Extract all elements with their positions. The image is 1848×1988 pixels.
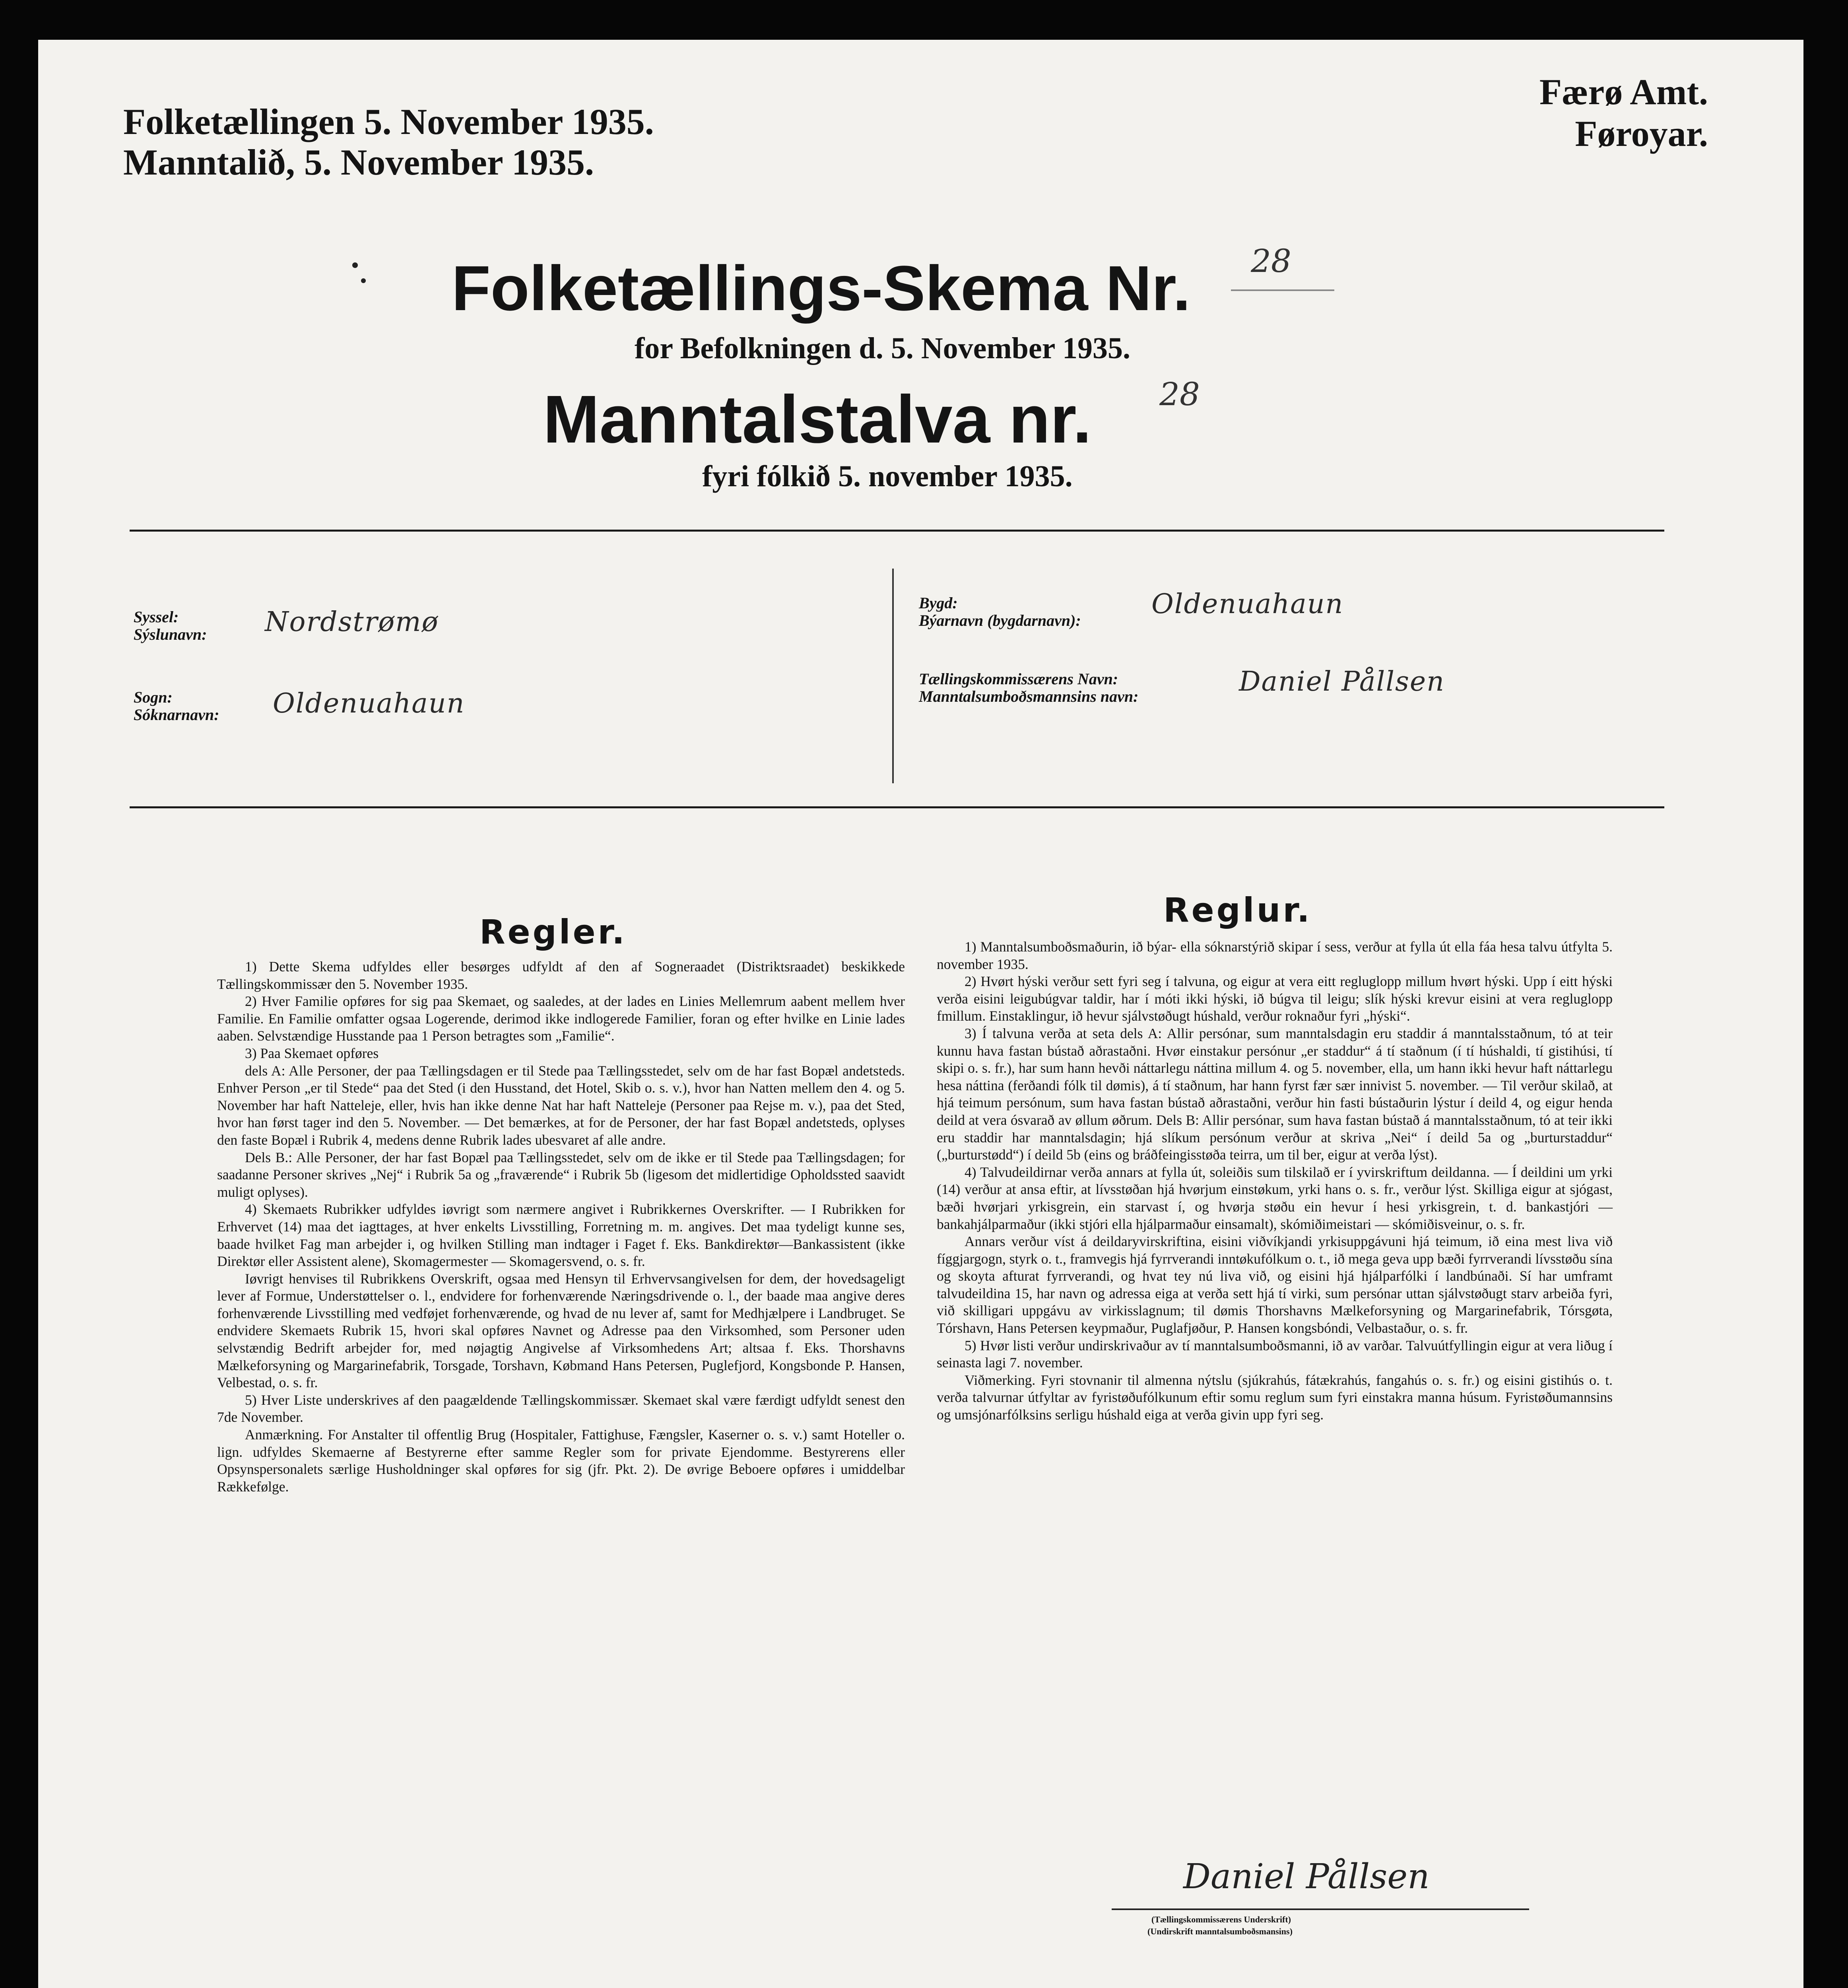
regler-column: [217, 958, 905, 1495]
regler-heading: Regler.: [479, 912, 627, 951]
signature-caption-faroese: (Undirskrift manntalsumboðsmansins): [1147, 1926, 1293, 1936]
regler-paragraph: Dels B.: Alle Personer, der har fast Bopæl paa Tællingsstedet, selv om de ikke er til Stede paa Tællingsdagen; for saadanne Personer skrives „Nej“ i Rubrik 5a og „fraværende“ i Rubrik 5b (ligesom det midlertidige Opholdssted saavidt muligt oplyses).: [217, 1149, 905, 1200]
signature-handwritten: Daniel Pållsen: [1183, 1857, 1430, 1897]
regler-paragraph: dels A: Alle Personer, der paa Tællingsdagen er til Stede paa Tællingsstedet, selv om de har fast Bopæl andetsteds. Enhver Person „er til Stede“ paa det Sted (i den Husstand, det Hotel, Skib o. s. v.), hvor han Natten mellem den 4. og 5. November har haft Natteleje, eller, hvis han ikke denne Nat har haft Natteleje (Personer paa Rejse m. v.), paa det Sted, hvor han først tager ind den 5. November. — Det bemærkes, at for de Personer, der har fast Bopæl andetsteds, oplyses den faste Bopæl i Rubrik 4, medens denne Rubrik lades ubesvaret af alle andre.: [217, 1062, 905, 1148]
ink-dot: [361, 278, 366, 283]
reglur-paragraph: Viðmerking. Fyri stovnanir til almenna nýtslu (sjúkrahús, fátækrahús, fangahús o. s. fr.) og eisini gistihús o. t. verða talvurnar útfyltar av fyristøðufólkunum eftir somu reglum sum fyri einstakra manna húsum. Fyristøðumannsins og umsjónarfólksins serligu húshald eiga at verða givin upp fyri seg.: [937, 1372, 1613, 1423]
number-underline: [1231, 289, 1334, 291]
reglur-paragraph: 3) Í talvuna verða at seta dels A: Allir persónar, sum manntalsdagin eru staddir á manntalsstaðnum, tó at teir kunnu hava fastan bústað aðrastaðni. Hvør einstakur persónur „er staddur“ á tí staðnum (í tí húshaldi, tí gistihúsi, tí skipi o. s. fr.), har sum hann hevði náttarlegu náttina millum 4. og 5. november, ella, um hann ikki hevur haft náttarlegu hesa náttina (ferðandi fólk til dømis), á tí staðnum, har hann fyrst fær sær innivist 5. november. — Til verður skilað, at hjá teimum persónum, sum hava fastan bústað aðrastaðni, verður hin fasti bústaðurin lýstur í deild 4, og eigur henda deild at vera ósvarað av øllum øðrum. Dels B: Allir persónar, sum hava fastan bústað á manntalsstaðnum, tó at teir ikki eru staddir har manntalsdagin; hjá slíkum persónum verður at skriva „Nei“ í deild 5a og „burturstaddur“ („burturstødd“) í deild 5b (eins og bráðfeingisstøða teirra, um til ber, eigur at verða lýst).: [937, 1025, 1613, 1163]
label-kommissaer: Tællingskommissærens Navn:: [919, 670, 1118, 688]
bygd-value: Oldenuahaun: [1151, 588, 1344, 620]
schema-title: Folketællings-Skema Nr.: [452, 252, 1191, 324]
signature-line: [1112, 1908, 1529, 1910]
regler-paragraph: 5) Hver Liste underskrives af den paagældende Tællingskommissær. Skemaet skal være færdigt udfyldt senest den 7de November.: [217, 1392, 905, 1425]
label-byarnavn: Býarnavn (bygdarnavn):: [919, 612, 1081, 629]
regler-paragraph: 3) Paa Skemaet opføres: [245, 1045, 379, 1061]
fields-bottom-rule: [130, 806, 1664, 808]
county-danish: Færø Amt.: [1539, 72, 1708, 112]
label-bygd: Bygd:: [919, 594, 958, 612]
top-rule: [130, 530, 1664, 532]
regler-paragraph: Iøvrigt henvises til Rubrikkens Overskrift, ogsaa med Hensyn til Erhvervsangivelsen for dem, der hovedsageligt lever af Formue, Understøttelser o. l., endvidere for forhenværende Næringsdrivende o. l., der baade maa angive deres forhenværende Livsstilling med vedføjet forhenværende, og hvad de nu lever af, samt for Medhjælpere i Landbruget. Se endvidere Skemaets Rubrik 15, hvori skal opføres Navnet og Adresse paa den Virksomhed, som Personer uden selvstændig Bedrift arbejder for, med nøjagtig Angivelse af Virksomhedens Art; altsaa f. Eks. Thorshavns Mælkeforsyning og Margarinefabrik, Torsgade, Torshavn, Købmand Hans Petersen, Puglefjord, Kongsbonde P. Hansen, Velbestad, o. s. fr.: [217, 1270, 905, 1391]
label-manntalsumbodsmann: Manntalsumboðsmannsins navn:: [919, 687, 1139, 705]
reglur-paragraph: 1) Manntalsumboðsmaðurin, ið býar- ella sóknarstýrið skipar í sess, verður at fylla út ella fáa hesa talvu útfylta 5. november 1935.: [937, 939, 1613, 972]
county-faroese: Føroyar.: [1575, 113, 1708, 154]
reglur-paragraph: 4) Talvudeildirnar verða annars at fylla út, soleiðis sum tilskilað er í yvirskriftum deildanna. — Í deildini um yrki (14) verður at ansa eftir, at lívsstøðan hjá hvørjum einstøkum, yrki hans o. s. fr., verður lýst. Skilliga eigur at sjógast, bæði hvørjari yrkisgrein, ein starvast í, og hvørja støðu ein hevur í hesi yrkisgrein, t. d. bankastjóri — bankahjálparmaður (ikki stjóri ella hjálparmaður einsamalt), skómiðimeistari — skómiðisveinur, o. s. fr.: [937, 1164, 1613, 1232]
reglur-heading: Reglur.: [1163, 891, 1312, 930]
sogn-value: Oldenuahaun: [273, 688, 465, 719]
label-sogn: Sogn:: [134, 688, 173, 706]
census-title-faroese: Manntalið, 5. November 1935.: [123, 142, 594, 182]
kommissaer-value: Daniel Pållsen: [1239, 666, 1445, 697]
census-title-danish: Folketællingen 5. November 1935.: [123, 101, 654, 142]
regler-paragraph: 4) Skemaets Rubrikker udfyldes iøvrigt som nærmere angivet i Rubrikkernes Overskrifter. — I Rubrikken for Erhvervet (14) maa det iagttages, at hver enkelts Livsstilling, Forretning m. m. angives. Det maa tydeligt kunne ses, baade hvilket Fag man arbejder i, og hvilken Stilling man indtager i Faget f. Eks. Bankdirektør—Bankassistent (ikke Direktør eller Assistent alene), Skomagermester — Skomagersvend, o. s. fr.: [217, 1201, 905, 1270]
syssel-value: Nordstrømø: [265, 606, 439, 638]
label-syslunavn: Sýslunavn:: [134, 625, 207, 643]
ink-dot: [352, 262, 358, 268]
reglur-paragraph: Annars verður víst á deildaryvirskriftina, eisini viðvíkjandi yrkisuppgávuni hjá teimum, ið eina mest liva við fíggjargogn, styrk o. t., framvegis hjá fyrrverandi inntøkufólkum o. t., ið mega geva upp bæði fyrrverandi lívsstøðu sína og skoyta afturat fyrrverandi, og hvat tey nú liva við, og eisini hjá hjálparfólki í landbúnaði. Sí har umframt talvudeildina 15, har navn og adressa eiga at verða sett hjá tí virki, sum persónar uttan sjálvstøðugt starv arbeiða fyri, við skilligari uppgávu av virkisslagnum; til dømis Thorshavns Mælkeforsyning og Margarinefabrik, Tórsgøta, Tórshavn, Hans Petersen keypmaður, Puglafjøður, P. Hansen kongsbóndi, Velbastaður, o. s. fr.: [937, 1233, 1613, 1336]
label-syssel: Syssel:: [134, 608, 179, 626]
label-soknarnavn: Sóknarnavn:: [134, 706, 219, 724]
reglur-paragraph: 2) Hvørt hýski verður sett fyri seg í talvuna, og eigur at vera eitt regluglopp millum hvørt hýski. Upp í eitt hýski verða eisini leigubúgvar taldir, har í móti ikki hýski, ið búgva til leigu; slík hýski krevur eisini at vera regluglopp fmillum. Einstaklingur, ið hevur sjálvstøðugt húshald, verður roknaður fyri „hýski“.: [937, 973, 1613, 1024]
manntal-subtitle: fyri fólkið 5. november 1935.: [702, 460, 1073, 493]
schema-number-handwritten: 28: [1251, 243, 1291, 280]
regler-paragraph: 1) Dette Skema udfyldes eller besørges udfyldt af den af Sogneraadet (Distriktsraadet) beskikkede Tællingskommissær den 5. November 1935.: [217, 959, 905, 992]
census-form-page: [38, 40, 1803, 1988]
regler-paragraph: 2) Hver Familie opføres for sig paa Skemaet, og saaledes, at der lades en Linies Mellemrum aabent mellem hver Familie. En Familie omfatter ogsaa Logerende, derimod ikke indlogerede Familier, foran og efter hvilke en Linie lades aaben. Selvstændige Husstande paa 1 Person betragtes som „Familie“.: [217, 993, 905, 1044]
manntal-number-handwritten: 28: [1159, 376, 1200, 413]
regler-paragraph: Anmærkning. For Anstalter til offentlig Brug (Hospitaler, Fattighuse, Fængsler, Kaserner o. s. v.) samt Hoteller o. lign. udfyldes Skemaerne af Bestyrerne efter samme Regler som for private Ejendomme. Bestyrerens eller Opsynspersonalets særlige Husholdninger skal opføres for sig (jfr. Pkt. 2). De øvrige Beboere opføres i umiddelbar Rækkefølge.: [217, 1427, 905, 1495]
field-divider: [892, 569, 894, 783]
schema-subtitle: for Befolkningen d. 5. November 1935.: [635, 332, 1130, 365]
manntal-title: Manntalstalva nr.: [543, 382, 1092, 457]
signature-caption-danish: (Tællingskommissærens Underskrift): [1151, 1914, 1291, 1924]
reglur-paragraph: 5) Hvør listi verður undirskrivaður av tí manntalsumboðsmanni, ið av varðar. Talvuútfyllingin eigur at vera liðug í seinasta lagi 7. november.: [937, 1337, 1613, 1371]
reglur-column: [937, 938, 1613, 1424]
